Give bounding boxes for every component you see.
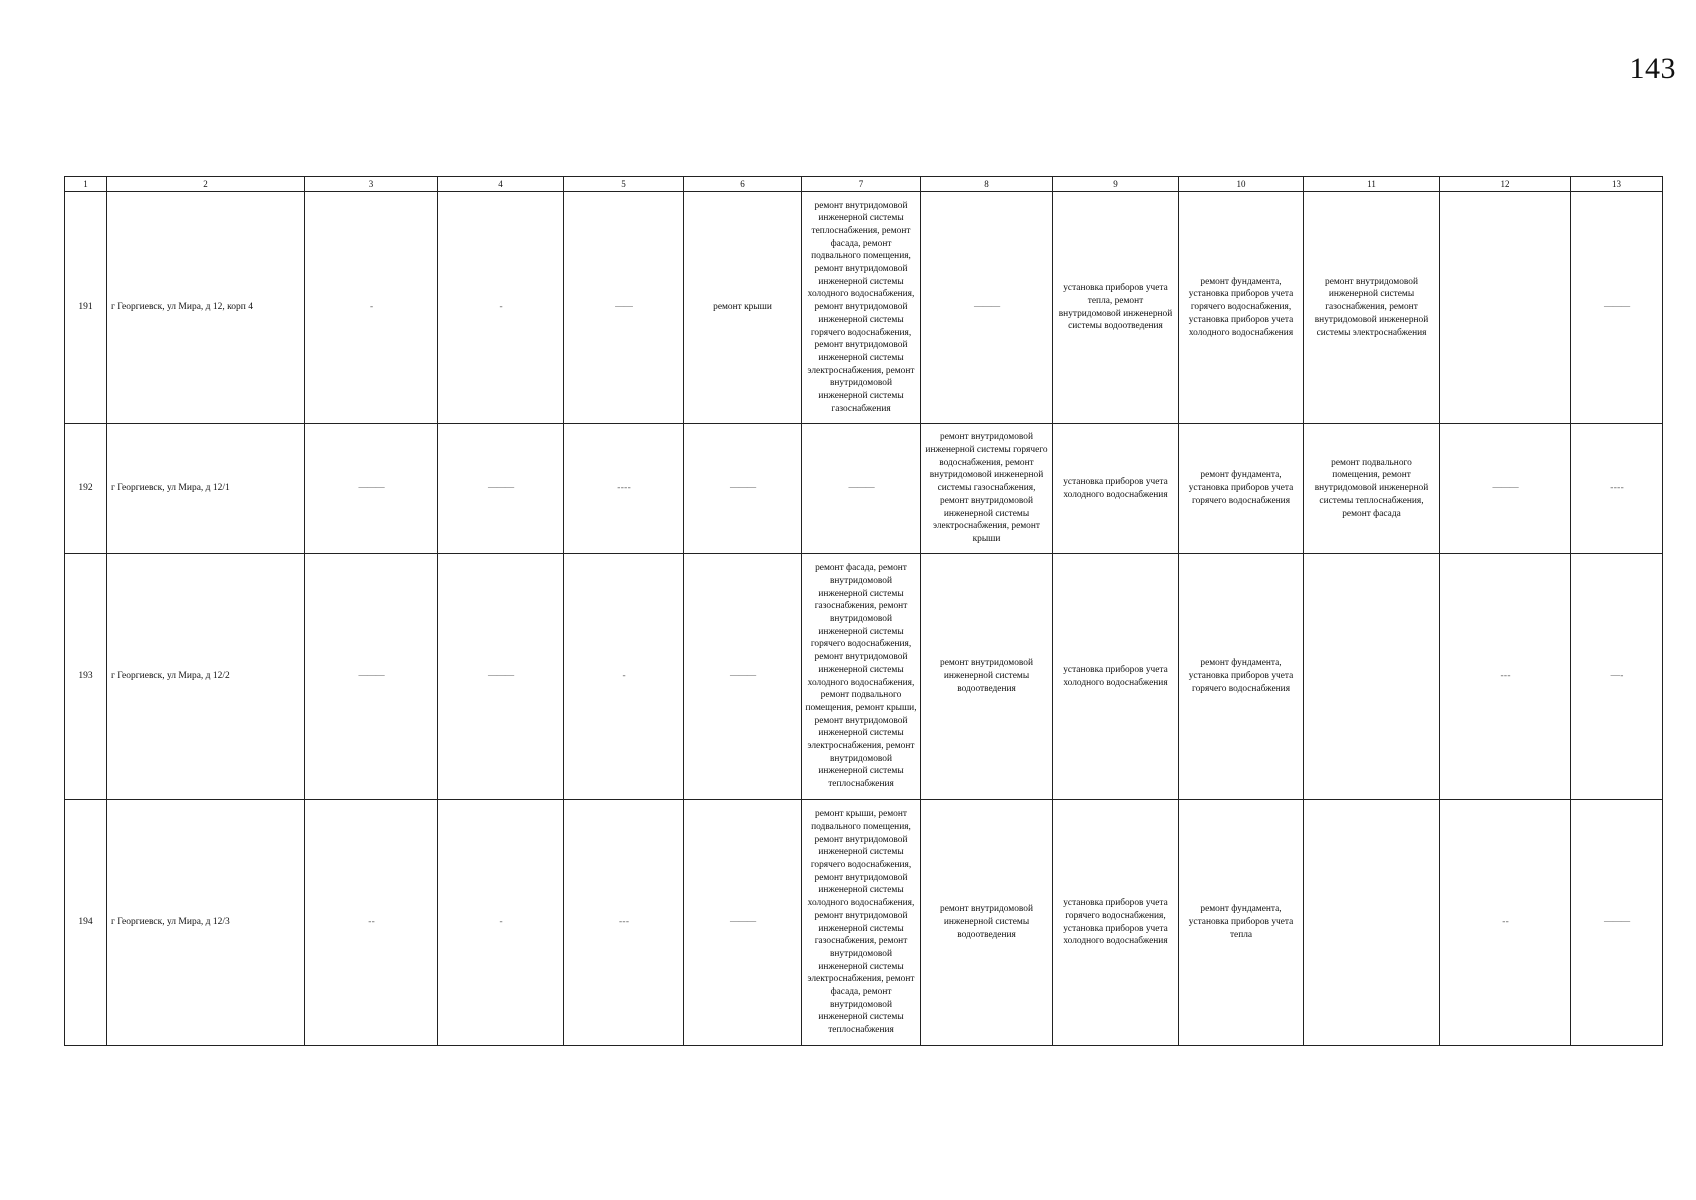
column-header: 10 — [1179, 177, 1304, 192]
cell-col12: - - — [1440, 800, 1571, 1046]
table-row — [65, 192, 1663, 424]
cell-col3: ——— — [305, 424, 438, 554]
cell-col12: ——— — [1440, 424, 1571, 554]
column-header: 5 — [564, 177, 684, 192]
cell-col4: - — [438, 800, 564, 1046]
cell-col8: ремонт внутридомовой инженерной системы водоотведения — [921, 554, 1053, 800]
cell-col13: ——— — [1571, 192, 1663, 424]
cell-col10: ремонт фундамента, установка приборов учета горячего водоснабжения — [1179, 554, 1304, 800]
cell-col12 — [1440, 192, 1571, 424]
row-number: 193 — [65, 554, 107, 800]
row-number: 194 — [65, 800, 107, 1046]
cell-col7: ремонт внутридомовой инженерной системы теплоснабжения, ремонт фасада, ремонт подвального помещения, ремонт внутридомовой инженерной системы холодного водоснабжения, ремонт внутридомовой инженерной системы горячего водоснабжения, ремонт внутридомовой инженерной системы электроснабжения, ремонт внутридомовой инженерной системы газоснабжения — [802, 192, 921, 424]
table-row — [65, 800, 1663, 1046]
cell-col8: ремонт внутридомовой инженерной системы водоотведения — [921, 800, 1053, 1046]
cell-col13: — - — [1571, 554, 1663, 800]
column-header: 4 — [438, 177, 564, 192]
table-row — [65, 554, 1663, 800]
cell-col10: ремонт фундамента, установка приборов учета тепла — [1179, 800, 1304, 1046]
cell-col4: ——— — [438, 554, 564, 800]
cell-col6: ——— — [684, 424, 802, 554]
cell-col11 — [1304, 554, 1440, 800]
cell-col4: - — [438, 192, 564, 424]
cell-col13: ——— — [1571, 800, 1663, 1046]
cell-col5: —— — [564, 192, 684, 424]
page-number: 143 — [1629, 52, 1676, 85]
cell-col11: ремонт подвального помещения, ремонт внутридомовой инженерной системы теплоснабжения, ремонт фасада — [1304, 424, 1440, 554]
cell-col3: - — [305, 192, 438, 424]
column-header: 7 — [802, 177, 921, 192]
row-address: г Георгиевск, ул Мира, д 12/2 — [107, 554, 305, 800]
cell-col5: - - - - — [564, 424, 684, 554]
column-header: 1 — [65, 177, 107, 192]
row-address: г Георгиевск, ул Мира, д 12/1 — [107, 424, 305, 554]
cell-col10: ремонт фундамента, установка приборов учета горячего водоснабжения, установка приборов учета холодного водоснабжения — [1179, 192, 1304, 424]
cell-col12: - - - — [1440, 554, 1571, 800]
column-header: 6 — [684, 177, 802, 192]
cell-col9: установка приборов учета горячего водоснабжения, установка приборов учета холодного водоснабжения — [1053, 800, 1179, 1046]
cell-col5: - - - — [564, 800, 684, 1046]
cell-col9: установка приборов учета холодного водоснабжения — [1053, 424, 1179, 554]
cell-col7: ремонт фасада, ремонт внутридомовой инженерной системы газоснабжения, ремонт внутридомовой инженерной системы горячего водоснабжения, ремонт внутридомовой инженерной системы холодного водоснабжения, ремонт подвального помещения, ремонт крыши, ремонт внутридомовой инженерной системы электроснабжения, ремонт внутридомовой инженерной системы теплоснабжения — [802, 554, 921, 800]
column-header: 3 — [305, 177, 438, 192]
cell-col7: ——— — [802, 424, 921, 554]
cell-col9: установка приборов учета холодного водоснабжения — [1053, 554, 1179, 800]
column-header: 11 — [1304, 177, 1440, 192]
cell-col3: - - — [305, 800, 438, 1046]
cell-col3: ——— — [305, 554, 438, 800]
cell-col13: - - - - — [1571, 424, 1663, 554]
cell-col9: установка приборов учета тепла, ремонт внутридомовой инженерной системы водоотведения — [1053, 192, 1179, 424]
column-number-row — [65, 177, 1663, 192]
cell-col5: - — [564, 554, 684, 800]
repair-plan-table — [64, 176, 1663, 1046]
column-header: 8 — [921, 177, 1053, 192]
cell-col8: ——— — [921, 192, 1053, 424]
row-number: 191 — [65, 192, 107, 424]
cell-col11: ремонт внутридомовой инженерной системы газоснабжения, ремонт внутридомовой инженерной системы электроснабжения — [1304, 192, 1440, 424]
row-address: г Георгиевск, ул Мира, д 12, корп 4 — [107, 192, 305, 424]
column-header: 13 — [1571, 177, 1663, 192]
cell-col11 — [1304, 800, 1440, 1046]
row-number: 192 — [65, 424, 107, 554]
cell-col7: ремонт крыши, ремонт подвального помещения, ремонт внутридомовой инженерной системы горячего водоснабжения, ремонт внутридомовой инженерной системы холодного водоснабжения, ремонт внутридомовой инженерной системы газоснабжения, ремонт внутридомовой инженерной системы электроснабжения, ремонт фасада, ремонт внутридомовой инженерной системы теплоснабжения — [802, 800, 921, 1046]
column-header: 12 — [1440, 177, 1571, 192]
column-header: 9 — [1053, 177, 1179, 192]
cell-col8: ремонт внутридомовой инженерной системы горячего водоснабжения, ремонт внутридомовой инженерной системы газоснабжения, ремонт внутридомовой инженерной системы электроснабжения, ремонт крыши — [921, 424, 1053, 554]
row-address: г Георгиевск, ул Мира, д 12/3 — [107, 800, 305, 1046]
cell-col4: ——— — [438, 424, 564, 554]
table-row — [65, 424, 1663, 554]
cell-col6: ——— — [684, 800, 802, 1046]
cell-col6: ремонт крыши — [684, 192, 802, 424]
column-header: 2 — [107, 177, 305, 192]
cell-col10: ремонт фундамента, установка приборов учета горячего водоснабжения — [1179, 424, 1304, 554]
cell-col6: ——— — [684, 554, 802, 800]
